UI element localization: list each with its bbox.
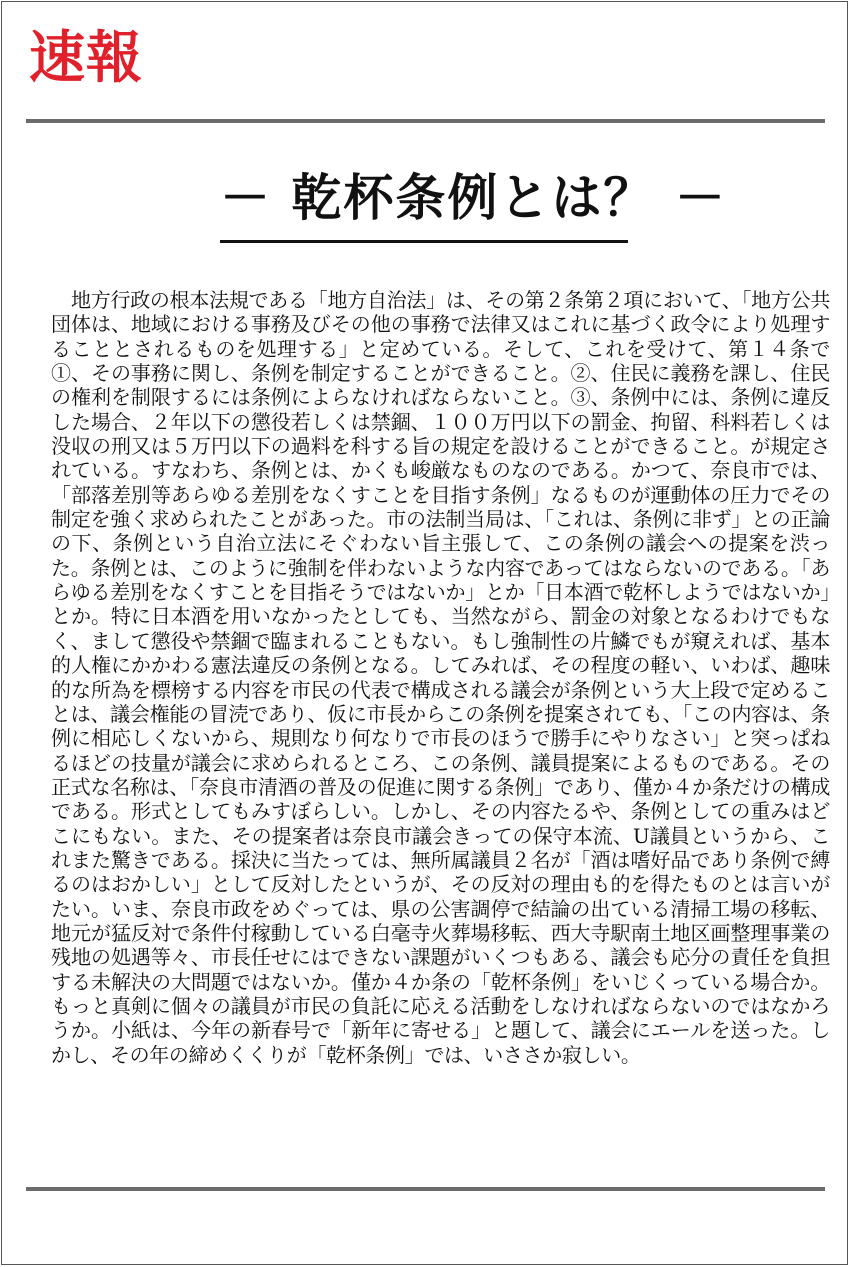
headline-box: [220, 162, 727, 243]
top-divider: [26, 119, 825, 123]
bottom-divider: [26, 1187, 825, 1191]
headline-title: － 乾杯条例とは？ －: [220, 168, 727, 227]
masthead-title: 速報: [29, 25, 143, 91]
article-body: 地方行政の根本法規である「地方自治法」は、その第２条第２項において、「地方公共団体は、地域における事務及びその他の事務で法律又はこれに基づく政令により処理することとされるものを処理する」と定めている。そして、これを受けて、第１４条で①、その事務に関し、条例を制定することができること。②、住民に義務を課し、住民の権利を制限するには条例によらなければならないこと。③、条例中には、条例に違反した場合、２年以下の懲役若しくは禁錮、１００万円以下の罰金、拘留、科料若しくは没収の刑又は５万円以下の過料を科する旨の規定を設けることができること。が規定されている。すなわち、条例とは、かくも峻厳なものなのである。かつて、奈良市では、「部落差別等あらゆる差別をなくすことを目指す条例」なるものが運動体の圧力でその制定を強く求められたことがあった。市の法制当局は、「これは、条例に非ず」との正論の下、条例という自治立法にそぐわない旨主張して、この条例の議会への提案を渋った。条例とは、このように強制を伴わないような内容であってはならないのである。「あらゆる差別をなくすことを目指そうではないか」とか「日本酒で乾杯しようではないか」とか。特に日本酒を用いなかったとしても、当然ながら、罰金の対象となるわけでもなく、まして懲役や禁錮で臨まれることもない。もし強制性の片鱗でもが窺えれば、基本的人権にかかわる憲法違反の条例となる。してみれば、その程度の軽い、いわば、趣味的な所為を標榜する内容を市民の代表で構成される議会が条例という大上段で定めることは、議会権能の冒涜であり、仮に市長からこの条例を提案されても、「この内容は、条例に相応しくないから、規則なり何なりで市長のほうで勝手にやりなさい」と突っぱねるほどの技量が議会に求められるところ、この条例、議員提案によるものである。その正式な名称は、「奈良市清酒の普及の促進に関する条例」であり、僅か４か条だけの構成である。形式としてもみすぼらしい。しかし、その内容たるや、条例としての重みはどこにもない。また、その提案者は奈良市議会きっての保守本流、U議員というから、これまた驚きである。採決に当たっては、無所属議員２名が「酒は嗜好品であり条例で縛るのはおかしい」として反対したというが、その反対の理由も的を得たものとは言いがたい。いま、奈良市政をめぐっては、県の公害調停で結論の出ている清掃工場の移転、地元が猛反対で条件付稼動している白毫寺火葬場移転、西大寺駅南土地区画整理事業の残地の処遇等々、市長任せにはできない課題がいくつもある、議会も応分の責任を負担する未解決の大問題ではないか。僅か４か条の「乾杯条例」をいじくっている場合か。もっと真剣に個々の議員が市民の負託に応える活動をしなければならないのではなかろうか。小紙は、今年の新春号で「新年に寄せる」と題して、議会にエールを送った。しかし、その年の締めくくりが「乾杯条例」では、いささか寂しい。: [51, 288, 830, 1067]
